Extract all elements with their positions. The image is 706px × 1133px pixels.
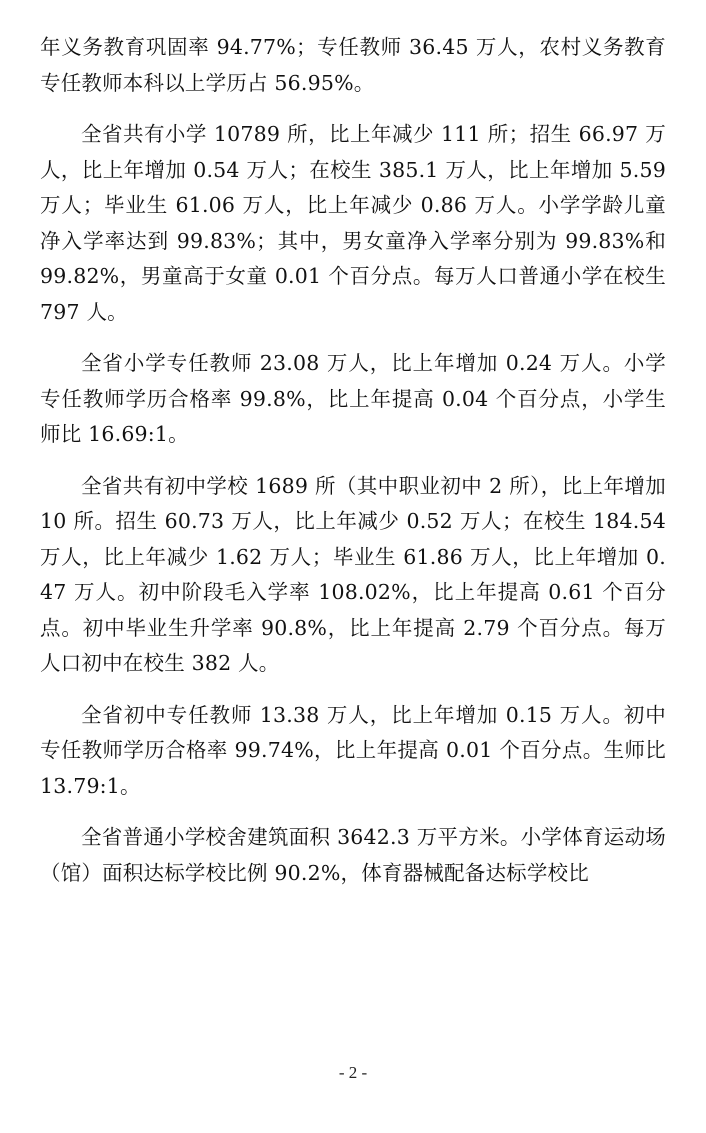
document-body <box>40 30 666 907</box>
paragraph-4: 全省共有初中学校 1689 所（其中职业初中 2 所），比上年增加 10 所。招生 60.73 万人，比上年减少 0.52 万人；在校生 184.54 万人，比上年减少 1.62 万人；毕业生 61.86 万人，比上年增加 0.47 万人。初中阶段毛入学率 108.02%，比上年提高 0.61 个百分点。初中毕业生升学率 90.8%，比上年提高 2.79 个百分点。每万人口初中在校生 382 人。 <box>40 473 666 675</box>
page-number: - 2 - <box>338 1063 368 1082</box>
paragraph-1: 年义务教育巩固率 94.77%；专任教师 36.45 万人，农村义务教育专任教师本科以上学历占 56.95%。 <box>40 35 666 95</box>
paragraph-3: 全省小学专任教师 23.08 万人，比上年增加 0.24 万人。小学专任教师学历合格率 99.8%，比上年提高 0.04 个百分点，小学生师比 16.69:1。 <box>40 351 666 446</box>
paragraph-2: 全省共有小学 10789 所，比上年减少 111 所；招生 66.97 万人，比上年增加 0.54 万人；在校生 385.1 万人，比上年增加 5.59 万人；毕业生 61.06 万人，比上年减少 0.86 万人。小学学龄儿童净入学率达到 99.83%；其中，男女童净入学率分别为 99.83%和 99.82%，男童高于女童 0.01 个百分点。每万人口普通小学在校生 797 人。 <box>40 122 666 324</box>
paragraph-6: 全省普通小学校舍建筑面积 3642.3 万平方米。小学体育运动场（馆）面积达标学校比例 90.2%，体育器械配备达标学校比 <box>40 825 666 885</box>
paragraph-5: 全省初中专任教师 13.38 万人，比上年增加 0.15 万人。初中专任教师学历合格率 99.74%，比上年提高 0.01 个百分点。生师比 13.79:1。 <box>40 702 666 798</box>
